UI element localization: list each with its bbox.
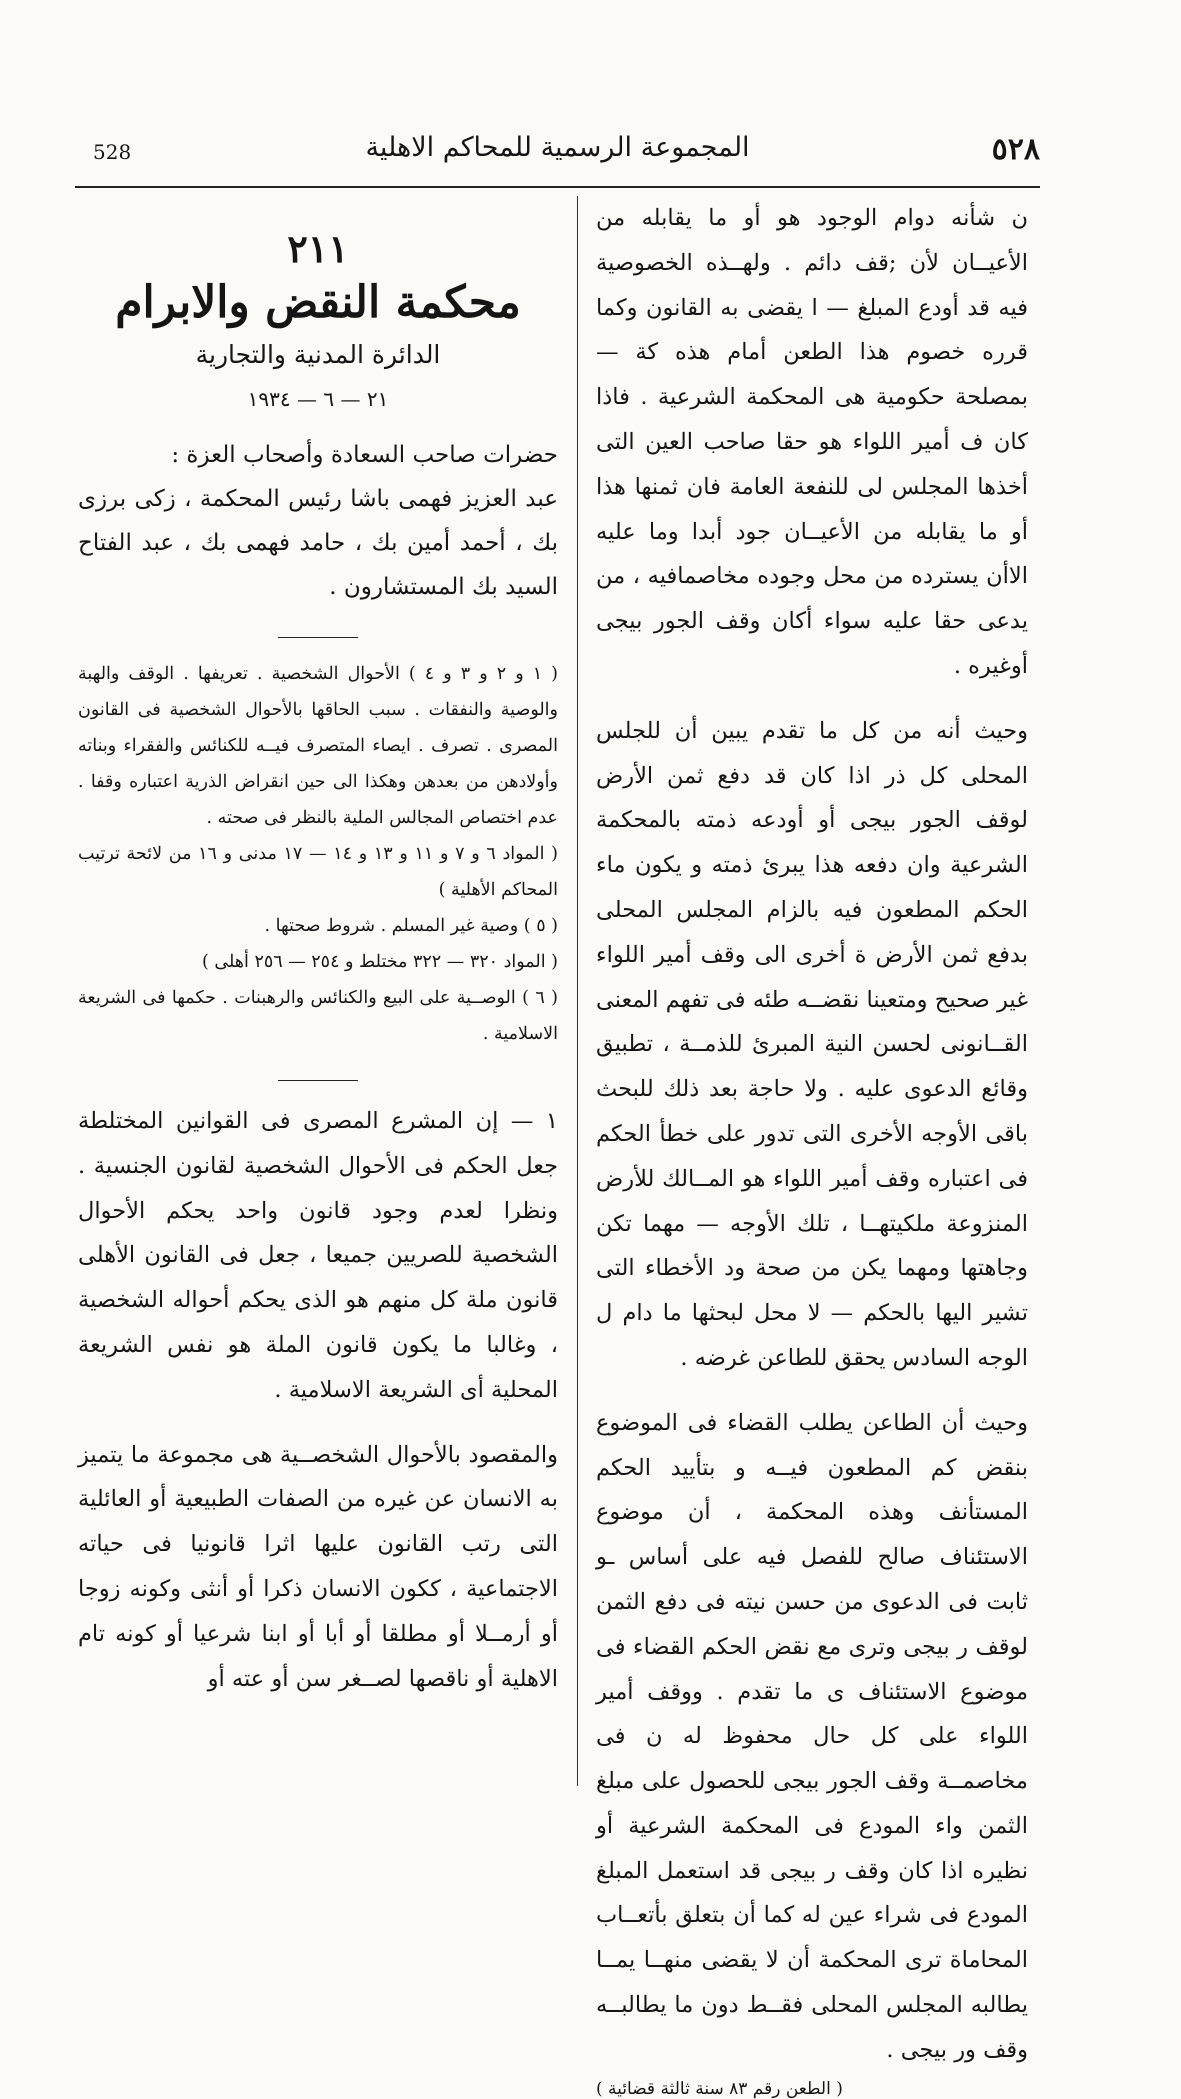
left-column bbox=[78, 196, 558, 1701]
court-name: محكمة النقض والابرام bbox=[115, 277, 521, 328]
body-paragraph: ن شأنه دوام الوجود هو أو ما يقابله من الأعيــان لأن ;قف دائم . ولهــذه الخصوصية فيه قد أودع المبلغ — ا يقضى به القانون وكما قرره خصوم هذا الطعن أمام هذه كة — بمصلحة حكومية هى المحكمة الشرعية . فاذا كان ف أمير اللواء هو حقا صاحب العين التى أخذها المجلس لى للنفعة العامة فان ثمنها هذا أو ما يقابله من الأعيــان جود أبدا وما عليه الاأن يسترده من محل وجوده مخاصمافيه ، من يدعى حقا عليه سواء أكان وقف الجور بيجى أوغيره . bbox=[596, 205, 1028, 679]
judgment-date: ٢١ — ٦ — ١٩٣٤ bbox=[247, 387, 389, 411]
summary-item: ( ٥ ) وصية غير المسلم . شروط صحتها . bbox=[264, 916, 558, 936]
summary-item: ( ٦ ) الوصــية على البيع والكنائس والرهبنات . حكمها فى الشريعة الاسلامية . bbox=[78, 988, 559, 1044]
articles-reference: ( المواد ٣٢٠ — ٣٢٢ مختلط و ٢٥٤ — ٢٥٦ أهلى ) bbox=[202, 952, 558, 972]
paragraph-gap bbox=[596, 689, 1028, 709]
body-paragraph: والمقصود بالأحوال الشخصــية هى مجموعة ما يتميز به الانسان عن غيره من الصفات الطبيعية أو العائلية التى رتب القانون عليها اثرا قانونيا فى حياته الاجتماعية ، ككون الانسان ذكرا أو أنثى وكونه زوجا أو أرمــلا أو مطلقا أو أبا أو ابنا شرعيا أو كونه تام الاهلية أو ناقصها لصــغر سن أو عته أو bbox=[78, 1441, 558, 1692]
paragraph-gap bbox=[78, 1413, 558, 1433]
presence-line: حضرات صاحب السعادة وأصحاب العزة : bbox=[171, 442, 558, 468]
case-number: ٢١١ bbox=[287, 226, 349, 271]
page-number-arabic: ٥٢٨ bbox=[991, 132, 1040, 167]
body-paragraph: ١ — إن المشرع المصرى فى القوانين المختلطة جعل الحكم فى الأحوال الشخصية لقانون الجنسية . ونظرا لعدم وجود قانون واحد يحكم الأحوال الشخصية للصريين جميعا ، جعل فى القانون الأهلى قانون ملة كل منهم هو الذى يحكم أحواله الشخصية ، وغالبا ما يكون قانون الملة هو نفس الشريعة المحلية أى الشريعة الاسلامية . bbox=[78, 1108, 558, 1403]
page-header bbox=[75, 128, 1040, 178]
circuit-name: الدائرة المدنية والتجارية bbox=[195, 340, 441, 369]
articles-reference: ( المواد ٦ و ٧ و ١١ و ١٣ و ١٤ — ١٧ مدنى و ١٦ من لائحة ترتيب المحاكم الأهلية ) bbox=[78, 844, 558, 900]
paragraph-gap bbox=[596, 1381, 1028, 1401]
body-paragraph: وحيث أن الطاعن يطلب القضاء فى الموضوع بنقض كم المطعون فيــه و بتأييد الحكم المستأنف وهذه المحكمة ، أن موضوع الاستئناف صالح للفصل فيه على أساس ـو ثابت فى الدعوى من حسن نيته فى دفع الثمن لوقف ر بيجى وترى مع نقض الحكم القضاء فى موضوع الاستئناف ى ما تقدم . ووقف أمير اللواء على كل حال محفوظ له ن فى مخاصمــة وقف الجور بيجى للحصول على مبلغ الثمن واء المودع فى المحكمة الشرعية أو نظيره اذا كان وقف ر بيجى قد استعمل المبلغ المودع فى شراء عين له كما أن بتعلق بأتعــاب المحاماة ترى المحكمة أن لا يقضى منهــا يمــا يطالبه المجلس المحلى فقــط دون ما يطالبــه وقف ور بيجى . bbox=[596, 1409, 1028, 2063]
column-divider bbox=[577, 196, 578, 1786]
judges-list: عبد العزيز فهمى باشا رئيس المحكمة ، زكى برزى بك ، أحمد أمين بك ، حامد فهمى بك ، عبد الفتاح السيد بك المستشارون . bbox=[78, 486, 558, 600]
header-rule bbox=[75, 186, 1040, 188]
section-rule bbox=[278, 637, 358, 638]
right-column bbox=[596, 196, 1028, 2099]
summary-item: ( ١ و ٢ و ٣ و ٤ ) الأحوال الشخصية . تعريفها . الوقف والهبة والوصية والنفقات . سبب الحاقها بالأحوال الشخصية فى القانون المصرى . تصرف . ايصاء المتصرف فيــه للكنائس والفقراء وبناته وأولادهن من بعدهن وهكذا الى حين انقراض الذرية اعتباره وقفا . عدم اختصاص المجالس الملية بالنظر فى صحته . bbox=[78, 664, 558, 828]
case-citation: ( الطعن رقم ٨٣ سنة ثالثة قضائية ) bbox=[596, 2078, 843, 2099]
page-number-latin: 528 bbox=[93, 140, 132, 164]
running-title: المجموعة الرسمية للمحاكم الاهلية bbox=[365, 132, 750, 163]
body-paragraph: وحيث أنه من كل ما تقدم يبين أن للجلس المحلى كل ذر اذا كان قد دفع ثمن الأرض لوقف الجور بيجى أو أودعه ذمته بالمحكمة الشرعية وان دفعه هذا يبرئ ذمته و يكون ماء الحكم المطعون فيه بالزام المجلس المحلى بدفع ثمن الأرض ة أخرى الى وقف أمير اللواء غير صحيح ومتعينا نقضــه طئه فى تفهم المعنى القــانونى لحسن النية المبرئ للذمــة ، تطبيق وقائع الدعوى عليه . ولا حاجة بعد ذلك للبحث باقى الأوجه الأخرى التى تدور على خطأ الحكم فى اعتباره وقف أمير اللواء هو المــالك للأرض المنزوعة ملكيتهــا ، تلك الأوجه — مهما تكن وجاهتها ومهما يكن من صحة ود الأخطاء التى تشير اليها بالحكم — لا محل لبحثها ما دام ل الوجه السادس يحقق للطاعن غرضه . bbox=[596, 717, 1028, 1371]
section-rule bbox=[278, 1080, 358, 1081]
